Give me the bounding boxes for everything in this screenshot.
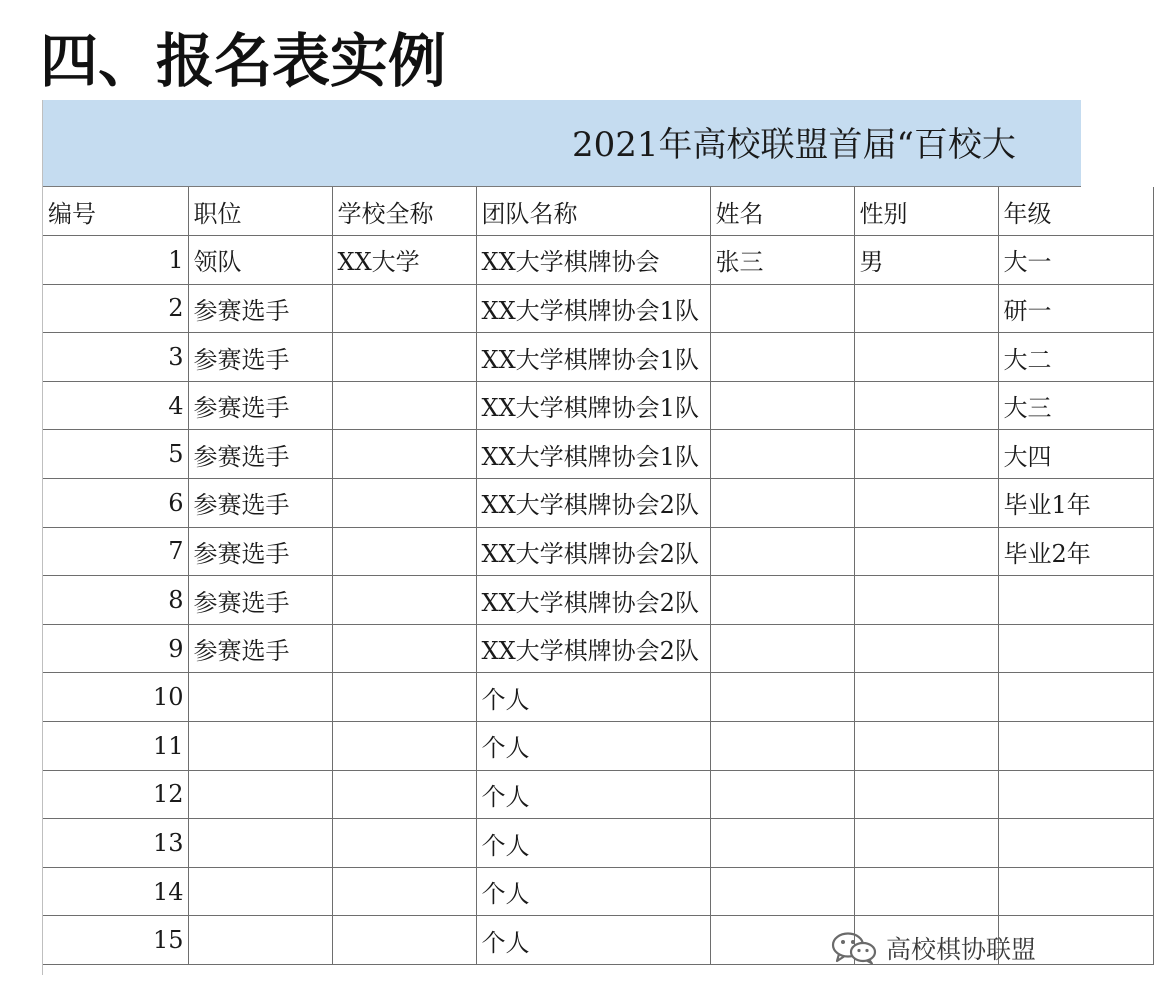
table-cell[interactable]: 研一	[998, 284, 1153, 333]
table-cell[interactable]	[854, 819, 998, 868]
header-cell: 年级	[998, 187, 1153, 236]
table-cell[interactable]: 毕业2年	[998, 527, 1153, 576]
row-number-cell[interactable]: 4	[43, 381, 188, 430]
table-cell[interactable]	[332, 867, 476, 916]
table-row	[43, 284, 1153, 333]
table-cell[interactable]: 个人	[476, 770, 710, 819]
table-cell[interactable]	[854, 722, 998, 771]
table-cell[interactable]: XX大学棋牌协会2队	[476, 527, 710, 576]
table-cell[interactable]	[332, 770, 476, 819]
table-cell[interactable]: 参赛选手	[188, 333, 332, 382]
table-cell[interactable]	[854, 527, 998, 576]
table-cell[interactable]	[710, 867, 854, 916]
table-cell[interactable]	[188, 673, 332, 722]
table-cell[interactable]: XX大学棋牌协会	[476, 236, 710, 285]
table-cell[interactable]	[710, 673, 854, 722]
table-cell[interactable]	[710, 284, 854, 333]
table-cell[interactable]	[854, 284, 998, 333]
table-cell[interactable]	[332, 576, 476, 625]
table-cell[interactable]	[854, 381, 998, 430]
sheet-banner-title: 2021年高校联盟首届“百校大	[572, 125, 1016, 165]
table-cell[interactable]	[710, 430, 854, 479]
table-row	[43, 236, 1153, 285]
wechat-icon	[830, 931, 878, 965]
table-row	[43, 479, 1153, 528]
table-row	[43, 624, 1153, 673]
table-cell[interactable]: 领队	[188, 236, 332, 285]
table-cell[interactable]	[854, 479, 998, 528]
table-cell[interactable]: 毕业1年	[998, 479, 1153, 528]
row-number-cell[interactable]: 13	[43, 819, 188, 868]
table-row	[43, 770, 1153, 819]
account-watermark	[830, 926, 1036, 970]
table-cell[interactable]: XX大学	[332, 236, 476, 285]
table-cell[interactable]: 个人	[476, 819, 710, 868]
table-cell[interactable]: XX大学棋牌协会1队	[476, 430, 710, 479]
table-cell[interactable]: 参赛选手	[188, 527, 332, 576]
watermark-text: 高校棋协联盟	[886, 935, 1037, 964]
table-cell[interactable]	[188, 819, 332, 868]
table-cell[interactable]	[854, 673, 998, 722]
row-number-cell[interactable]: 3	[43, 333, 188, 382]
header-cell: 职位	[188, 187, 332, 236]
table-cell[interactable]	[188, 722, 332, 771]
table-cell[interactable]	[332, 479, 476, 528]
table-cell[interactable]: 参赛选手	[188, 479, 332, 528]
row-number-cell[interactable]: 10	[43, 673, 188, 722]
table-row	[43, 576, 1153, 625]
table-row	[43, 430, 1153, 479]
table-cell[interactable]: 大四	[998, 430, 1153, 479]
table-cell[interactable]	[710, 381, 854, 430]
table-cell[interactable]	[998, 576, 1153, 625]
table-cell[interactable]: 个人	[476, 916, 710, 965]
table-header-row	[43, 187, 1153, 236]
table-cell[interactable]	[710, 722, 854, 771]
table-cell[interactable]: 男	[854, 236, 998, 285]
row-number-cell[interactable]: 14	[43, 867, 188, 916]
table-cell[interactable]: 参赛选手	[188, 381, 332, 430]
table-cell[interactable]	[710, 624, 854, 673]
registration-table	[43, 187, 1154, 965]
table-cell[interactable]: XX大学棋牌协会2队	[476, 624, 710, 673]
table-row	[43, 381, 1153, 430]
table-cell[interactable]	[332, 819, 476, 868]
table-cell[interactable]	[998, 673, 1153, 722]
row-number-cell[interactable]: 11	[43, 722, 188, 771]
table-cell[interactable]	[332, 333, 476, 382]
table-cell[interactable]: 张三	[710, 236, 854, 285]
header-cell: 团队名称	[476, 187, 710, 236]
table-cell[interactable]: 个人	[476, 867, 710, 916]
row-number-cell[interactable]: 7	[43, 527, 188, 576]
table-cell[interactable]: 大二	[998, 333, 1153, 382]
table-cell[interactable]	[998, 819, 1153, 868]
table-cell[interactable]	[710, 576, 854, 625]
table-cell[interactable]	[998, 770, 1153, 819]
row-number-cell[interactable]: 2	[43, 284, 188, 333]
table-cell[interactable]	[332, 624, 476, 673]
table-cell[interactable]	[710, 770, 854, 819]
table-cell[interactable]: XX大学棋牌协会1队	[476, 333, 710, 382]
row-number-cell[interactable]: 9	[43, 624, 188, 673]
table-cell[interactable]	[710, 819, 854, 868]
table-row	[43, 819, 1153, 868]
table-cell[interactable]	[188, 867, 332, 916]
header-cell: 编号	[43, 187, 188, 236]
table-cell[interactable]	[854, 333, 998, 382]
table-cell[interactable]	[332, 722, 476, 771]
table-row	[43, 673, 1153, 722]
row-number-cell[interactable]: 1	[43, 236, 188, 285]
registration-sheet	[42, 100, 1091, 975]
table-cell[interactable]	[332, 916, 476, 965]
sheet-banner	[43, 100, 1081, 187]
table-cell[interactable]	[854, 624, 998, 673]
header-cell: 姓名	[710, 187, 854, 236]
row-number-cell[interactable]: 15	[43, 916, 188, 965]
table-cell[interactable]: 参赛选手	[188, 576, 332, 625]
table-cell[interactable]: 参赛选手	[188, 624, 332, 673]
table-cell[interactable]	[854, 430, 998, 479]
row-number-cell[interactable]: 6	[43, 479, 188, 528]
header-cell: 学校全称	[332, 187, 476, 236]
table-row	[43, 527, 1153, 576]
table-cell[interactable]	[332, 527, 476, 576]
table-cell[interactable]	[998, 722, 1153, 771]
table-cell[interactable]	[188, 916, 332, 965]
table-cell[interactable]: 个人	[476, 722, 710, 771]
table-cell[interactable]	[998, 867, 1153, 916]
table-cell[interactable]: 参赛选手	[188, 430, 332, 479]
table-cell[interactable]: XX大学棋牌协会2队	[476, 576, 710, 625]
table-cell[interactable]: 参赛选手	[188, 284, 332, 333]
table-cell[interactable]	[332, 673, 476, 722]
table-cell[interactable]	[710, 527, 854, 576]
table-cell[interactable]: XX大学棋牌协会1队	[476, 284, 710, 333]
table-cell[interactable]	[854, 576, 998, 625]
table-cell[interactable]: 个人	[476, 673, 710, 722]
table-row	[43, 722, 1153, 771]
table-cell[interactable]: XX大学棋牌协会2队	[476, 479, 710, 528]
table-cell[interactable]	[710, 333, 854, 382]
table-cell[interactable]	[710, 479, 854, 528]
table-cell[interactable]	[998, 624, 1153, 673]
table-cell[interactable]: XX大学棋牌协会1队	[476, 381, 710, 430]
row-number-cell[interactable]: 12	[43, 770, 188, 819]
header-cell: 性别	[854, 187, 998, 236]
table-cell[interactable]	[332, 381, 476, 430]
table-cell[interactable]: 大一	[998, 236, 1153, 285]
table-row	[43, 333, 1153, 382]
row-number-cell[interactable]: 5	[43, 430, 188, 479]
table-cell[interactable]	[332, 430, 476, 479]
page-title: 四、报名表实例	[40, 27, 447, 95]
table-cell[interactable]	[854, 770, 998, 819]
table-cell[interactable]: 大三	[998, 381, 1153, 430]
table-cell[interactable]	[854, 867, 998, 916]
table-cell[interactable]	[188, 770, 332, 819]
row-number-cell[interactable]: 8	[43, 576, 188, 625]
table-cell[interactable]	[332, 284, 476, 333]
table-row	[43, 867, 1153, 916]
